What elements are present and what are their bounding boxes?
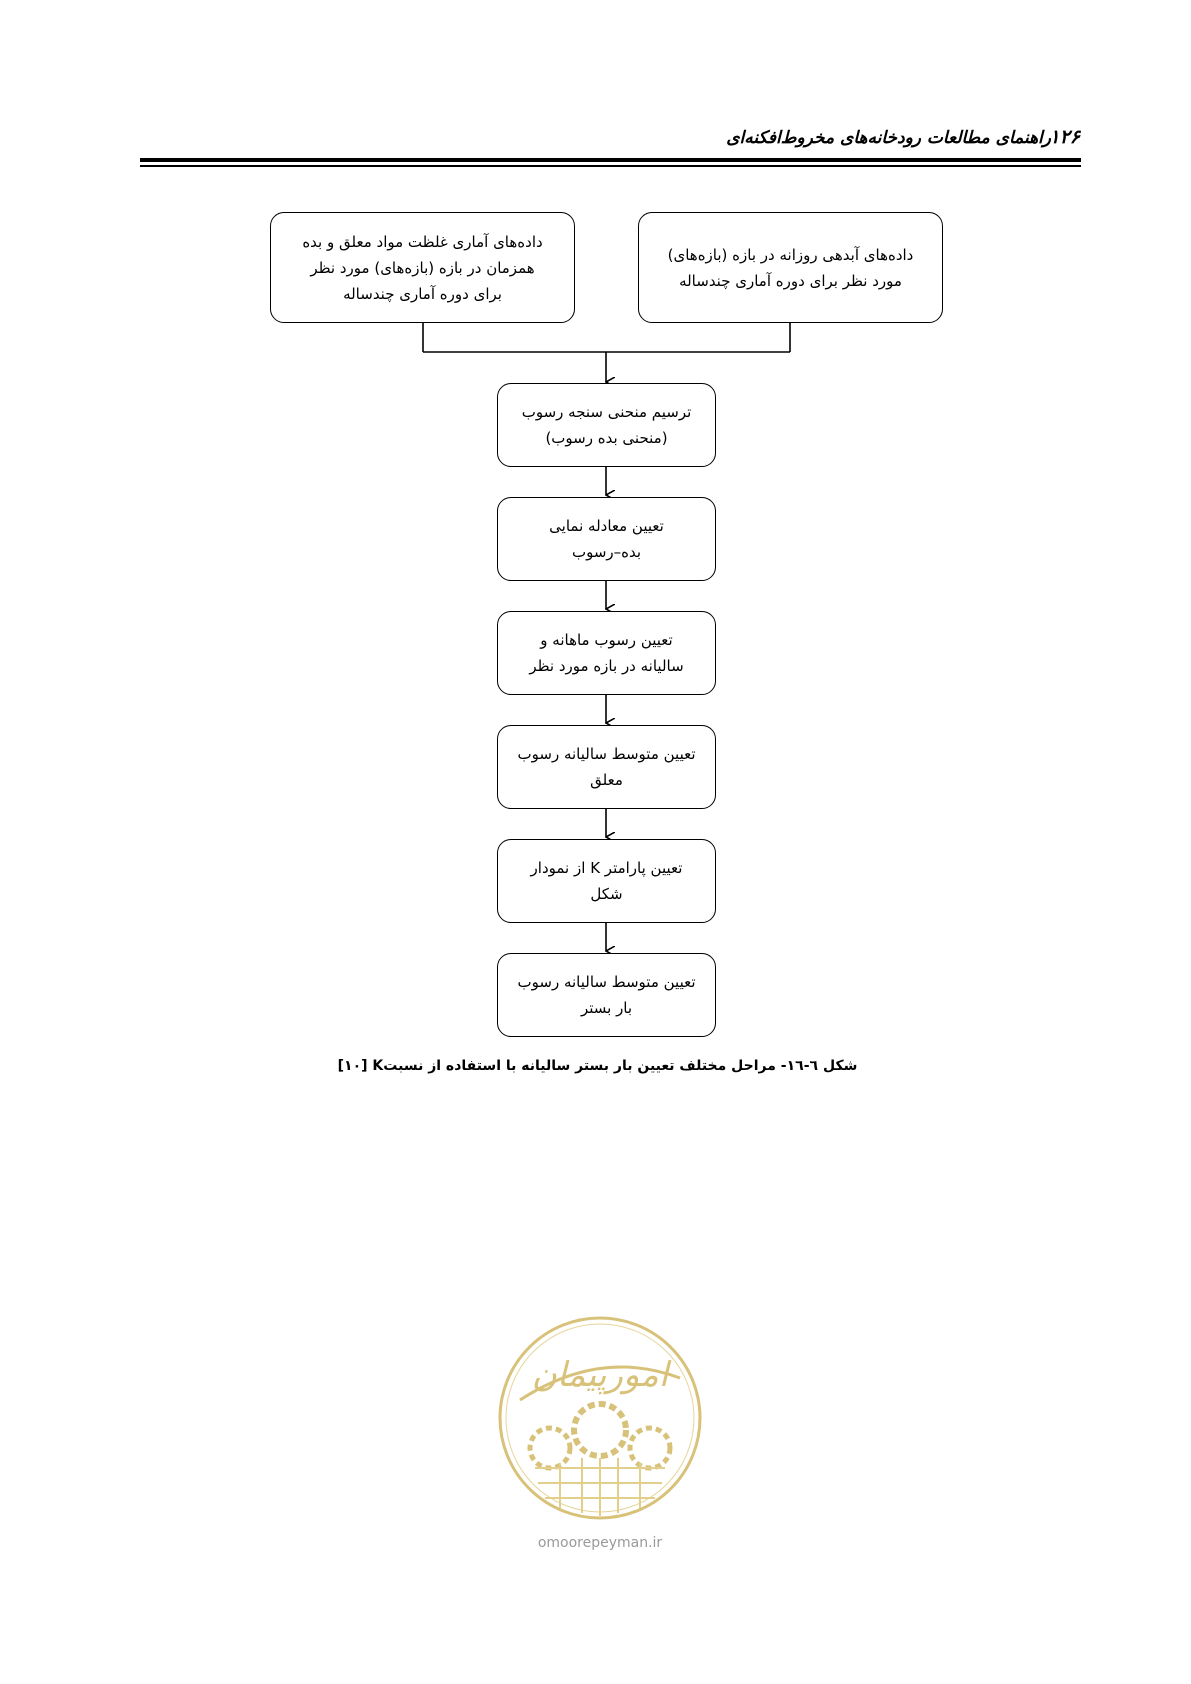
watermark-url: omoorepeyman.ir — [537, 1535, 663, 1551]
figure-caption: شکل ٦-١٦- مراحل مختلف تعیین بار بستر سالیانه با استفاده از نسبتK [١٠] — [337, 1058, 858, 1074]
step-box-2 — [497, 497, 716, 581]
page-number: ۱۲۶ — [1049, 126, 1080, 148]
step-box-2-text: تعیین معادله نمایی بده–رسوب — [549, 517, 664, 561]
step-box-5-text: تعیین پارامتر K از نمودار شکل — [530, 859, 683, 903]
step-box-4-text: تعیین متوسط سالیانه رسوب معلق — [517, 745, 696, 789]
step-box-5 — [497, 839, 716, 923]
input-box-suspended-sediment — [270, 212, 575, 323]
running-header-title: راهنمای مطالعات رودخانه‌های مخروط‌افکنه‌ای — [726, 128, 1051, 148]
step-box-3 — [497, 611, 716, 695]
step-box-6 — [497, 953, 716, 1037]
watermark-seal-logo — [490, 1308, 710, 1528]
input-box-daily-discharge — [638, 212, 943, 323]
step-box-6-text: تعیین متوسط سالیانه رسوب بار بستر — [517, 973, 696, 1017]
input-box-suspended-sediment-text: داده‌های آماری غلظت مواد معلق و بده همزمان در بازه (بازه‌های) مورد نظر برای دوره آماری چندساله — [302, 232, 543, 303]
step-box-1-text: ترسیم منحنی سنجه رسوب (منحنی بده رسوب) — [521, 403, 692, 447]
watermark-seal-text: امورپیمان — [531, 1355, 669, 1395]
step-box-4 — [497, 725, 716, 809]
step-box-3-text: تعیین رسوب ماهانه و سالیانه در بازه مورد نظر — [529, 631, 684, 675]
step-box-1 — [497, 383, 716, 467]
input-box-daily-discharge-text: داده‌های آبدهی روزانه در بازه (بازه‌های) مورد نظر برای دوره آماری چندساله — [667, 245, 914, 290]
